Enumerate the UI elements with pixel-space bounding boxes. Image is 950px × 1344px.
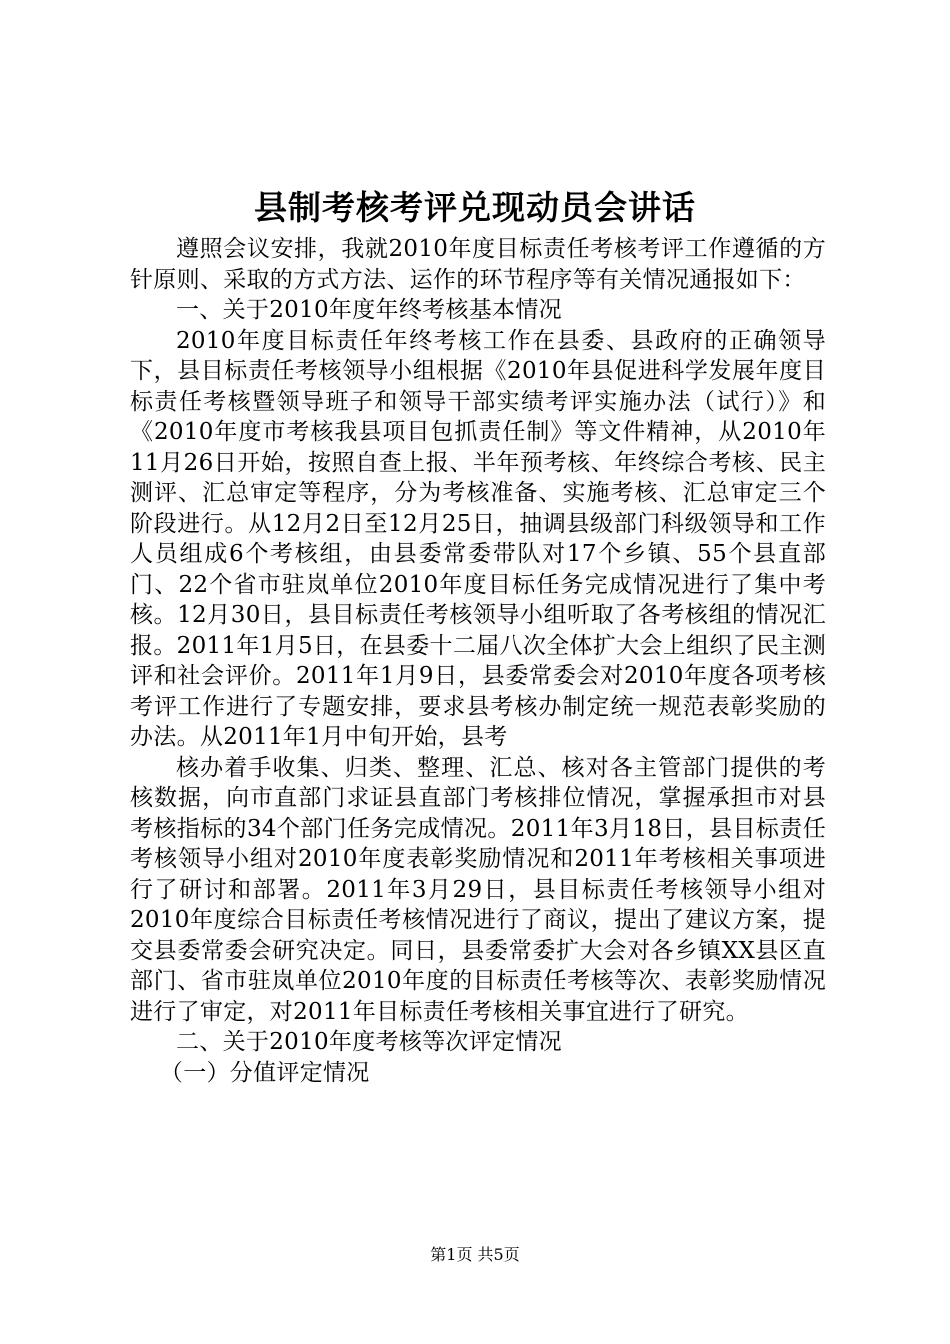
- page-footer: 第1页 共5页: [430, 1245, 520, 1264]
- paragraph-section-1-a: 2010年度目标责任年终考核工作在县委、县政府的正确领导下，县目标责任考核领导小组根据《2010年县促进科学发展年度目标责任考核暨领导班子和领导干部实绩考评实施办法（试行）》和《2010年度市考核我县项目包抓责任制》等文件精神，从2010年11月26日开始，按照自查上报、半年预考核、年终综合考核、民主测评、汇总审定等程序，分为考核准备、实施考核、汇总审定三个阶段进行。从12月2日至12月25日，抽调县级部门科级领导和工作人员组成6个考核组，由县委常委带队对17个乡镇、55个县直部门、22个省市驻岚单位2010年度目标任务完成情况进行了集中考核。12月30日，县目标责任考核领导小组听取了各考核组的情况汇报。2011年1月5日，在县委十二届八次全体扩大会上组织了民主测评和社会评价。2011年1月9日，县委常委会对2010年度各项考核考评工作进行了专题安排，要求县考核办制定统一规范表彰奖励的办法。从2011年1月中旬开始，县考: [130, 327, 826, 750]
- subsection-heading-1: （一）分值评定情况: [159, 1059, 370, 1086]
- paragraph-intro: 遵照会议安排，我就2010年度目标责任考核考评工作遵循的方针原则、采取的方式方法、运作的环节程序等有关情况通报如下：: [130, 236, 826, 293]
- document-title: 县制考核考评兑现动员会讲话: [254, 188, 696, 227]
- section-heading-2: 二、关于2010年度考核等次评定情况: [176, 1029, 562, 1055]
- paragraph-section-1-b: 核办着手收集、归类、整理、汇总、核对各主管部门提供的考核数据，向市直部门求证县直部门考核排位情况，掌握承担市对县考核指标的34个部门任务完成情况。2011年3月18日，县目标责任考核领导小组对2010年度表彰奖励情况和2011年考核相关事项进行了研讨和部署。2011年3月29日，县目标责任考核领导小组对2010年度综合目标责任考核情况进行了商议，提出了建议方案，提交县委常委会研究决定。同日，县委常委扩大会对各乡镇XX县区直部门、省市驻岚单位2010年度的目标责任考核等次、表彰奖励情况进行了审定，对2011年目标责任考核相关事宜进行了研究。: [130, 754, 826, 1025]
- section-heading-1: 一、关于2010年度年终考核基本情况: [176, 297, 562, 323]
- document-body: [130, 234, 826, 1088]
